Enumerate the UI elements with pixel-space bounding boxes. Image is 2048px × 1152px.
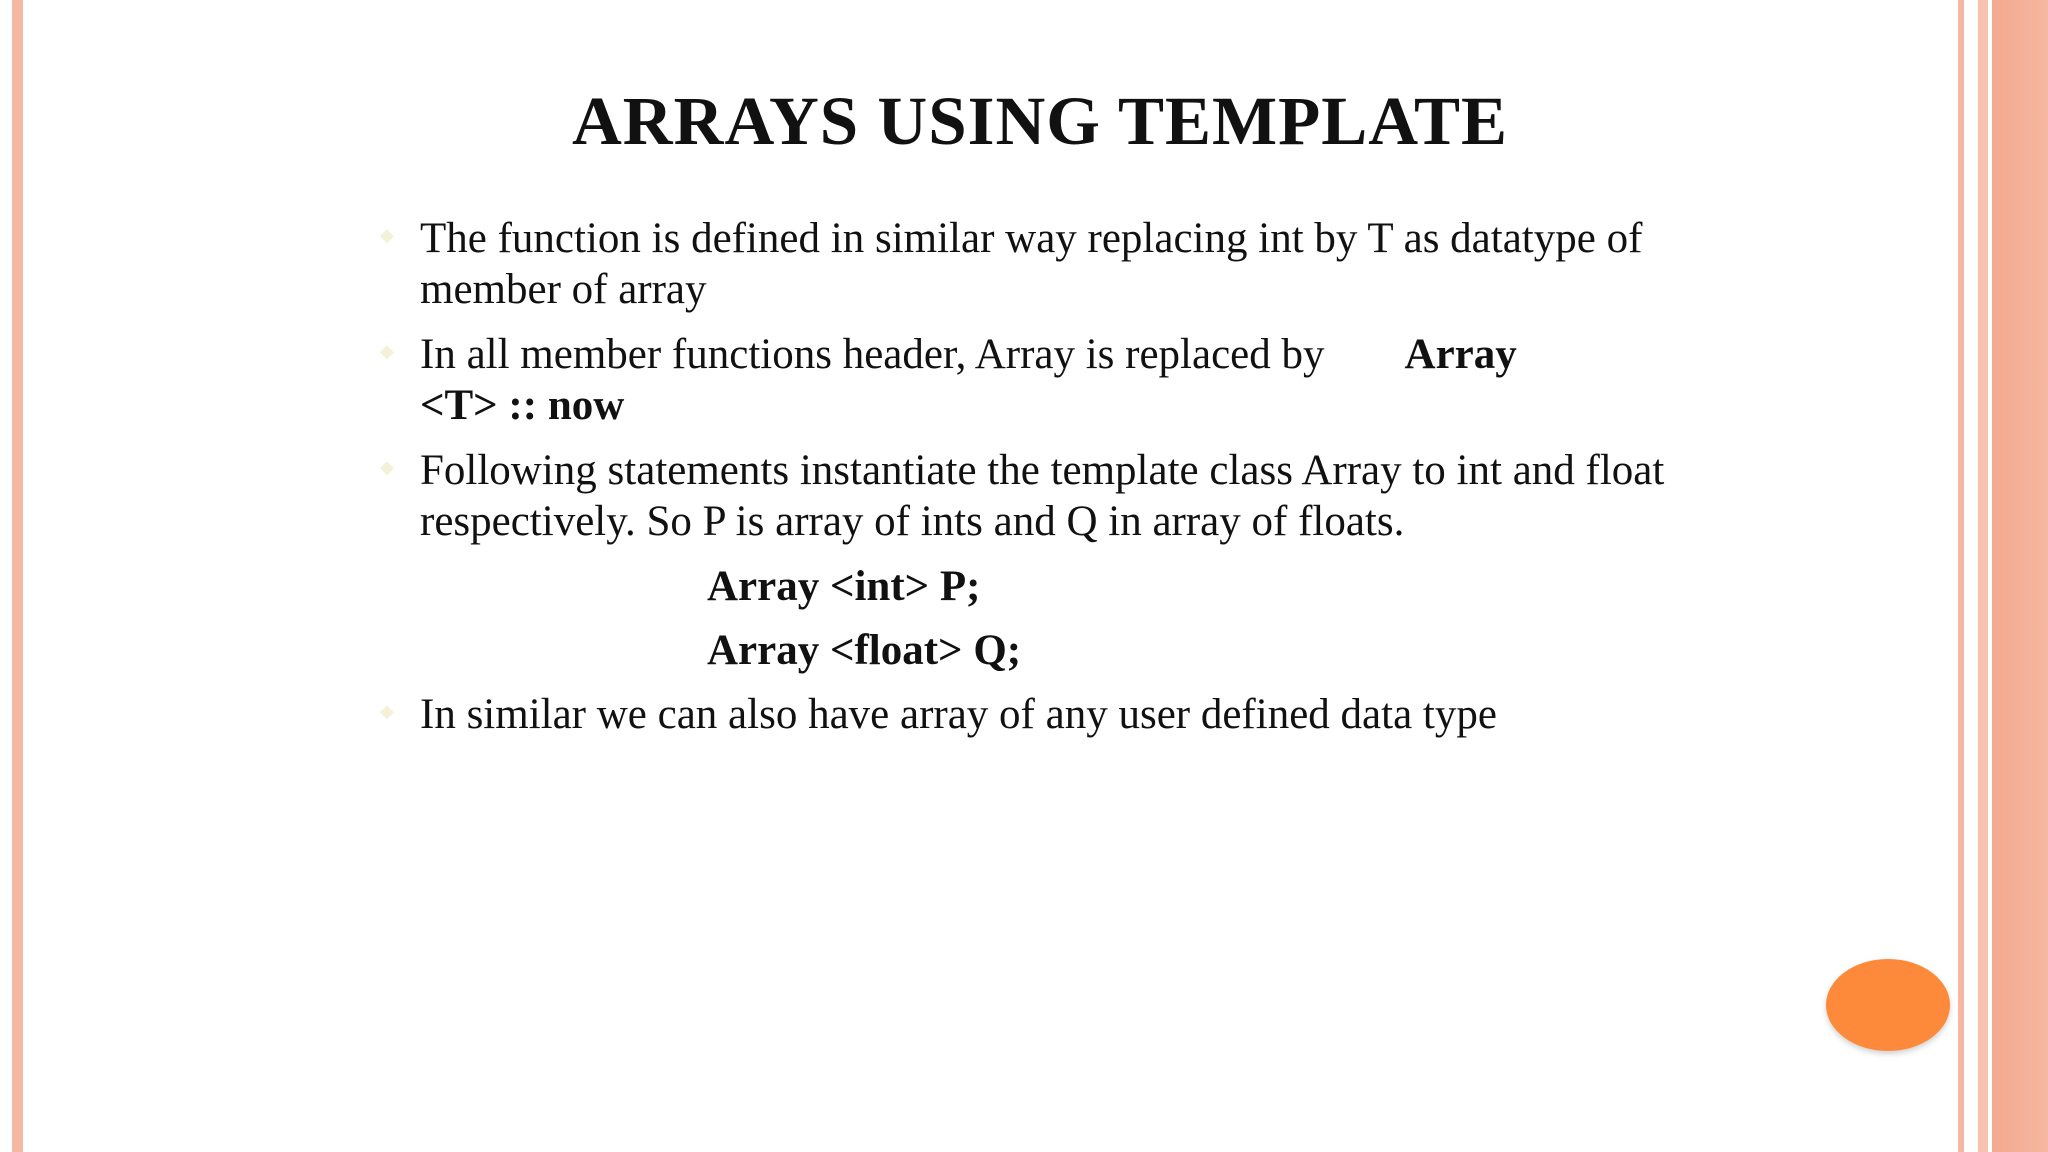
diamond-bullet-icon: ◆ xyxy=(380,225,394,245)
bullet-text: Following statements instantiate the template class Array to int and float respectively. So P is array of ints and Q in array of floats. xyxy=(420,447,1665,545)
code-line: Array <int> P; xyxy=(707,563,981,610)
right-border-band xyxy=(1978,0,2048,1152)
bullet-text: The function is defined in similar way replacing int by T as datatype of member of array xyxy=(420,215,1643,313)
orange-circle-decoration xyxy=(1826,959,1950,1051)
slide-content xyxy=(380,213,1710,754)
bullet-text: In all member functions header, Array is replaced by xyxy=(420,331,1325,378)
bullet-bold-text: Array xyxy=(1404,331,1517,378)
bullet-item xyxy=(380,689,1710,740)
bullet-item xyxy=(380,213,1710,315)
code-line: Array <float> Q; xyxy=(707,627,1022,674)
slide-title: ARRAYS USING TEMPLATE xyxy=(571,83,1509,159)
diamond-bullet-icon: ◆ xyxy=(380,457,394,477)
diamond-bullet-icon: ◆ xyxy=(380,341,394,361)
diamond-bullet-icon: ◆ xyxy=(380,701,394,721)
right-border-line xyxy=(1958,0,1964,1152)
bullet-text: In similar we can also have array of any user defined data type xyxy=(420,691,1497,738)
bullet-item xyxy=(380,445,1710,547)
bullet-item xyxy=(380,329,1710,431)
left-border-decoration xyxy=(12,0,23,1152)
bullet-bold-text: <T> :: now xyxy=(420,382,625,429)
